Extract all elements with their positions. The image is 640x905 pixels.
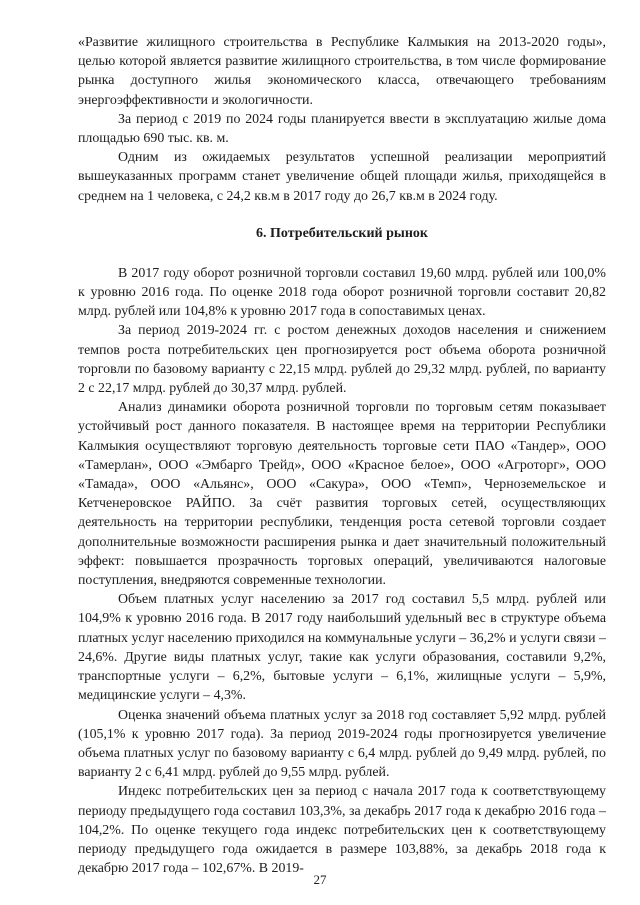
paragraph: В 2017 году оборот розничной торговли составил 19,60 млрд. рублей или 100,0% к уровню 2016 года. По оценке 2018 года оборот розничной торговли составит 20,82 млрд. рублей или 104,8% к уровню 2017 года в сопоставимых ценах. [78,265,606,320]
text-block-housing [78,33,606,206]
page-content [78,33,606,878]
paragraph: За период с 2019 по 2024 годы планируется ввести в эксплуатацию жилые дома площадью 690 тыс. кв. м. [78,111,606,147]
paragraph: Анализ динамики оборота розничной торговли по торговым сетям показывает устойчивый рост данного показателя. В настоящее время на территории Республики Калмыкия осуществляют торговую деятельность торговые сети ПАО «Тандер», ООО «Тамерлан», ООО «Эмбарго Трейд», ООО «Красное белое», ООО «Агроторг», ООО «Тамада», ООО «Альянс», ООО «Сакура», ООО «Темп», Черноземельское и Кетченеровское РАЙПО. За счёт развития торговых сетей, осуществляющих деятельность на территории республики, тенденция роста сетевой торговли создает дополнительные возможности расширения рынка и дает значительный положительный эффект: повышается прозрачность торговых операций, увеличиваются налоговые поступления, внедряются современные технологии. [78,400,606,589]
section-heading: 6. Потребительский рынок [256,225,428,241]
text-block-consumer-market [78,264,606,879]
paragraph: Индекс потребительских цен за период с начала 2017 года к соответствующему периоду предыдущего года составил 103,3%, за декабрь 2017 года к декабрю 2016 года – 104,2%. По оценке текущего года индекс потребительских цен к соответствующему периоду предыдущего года ожидается в размере 103,88%, за декабрь 2018 года к декабрю 2017 года – 102,67%. В 2019- [78,784,606,877]
paragraph: Оценка значений объема платных услуг за 2018 год составляет 5,92 млрд. рублей (105,1% к уровню 2017 года). За период 2019-2024 годы прогнозируется увеличение объема платных услуг по базовому варианту с 6,4 млрд. рублей до 9,49 млрд. рублей, по варианту 2 с 6,41 млрд. рублей до 9,55 млрд. рублей. [78,707,606,781]
paragraph: За период 2019-2024 гг. с ростом денежных доходов населения и снижением темпов роста потребительских цен прогнозируется рост объема оборота розничной торговли по базовому варианту с 22,15 млрд. рублей до 29,32 млрд. рублей, по варианту 2 с 22,17 млрд. рублей до 30,37 млрд. рублей. [78,323,606,397]
paragraph: Объем платных услуг населению за 2017 год составил 5,5 млрд. рублей или 104,9% к уровню 2016 года. В 2017 году наибольший удельный вес в структуре объема платных услуг населению приходился на коммунальные услуги – 36,2% и услуги связи – 24,6%. Другие виды платных услуг, такие как услуги образования, составили 9,2%, транспортные услуги – 6,2%, бытовые услуги – 6,1%, жилищные услуги – 5,9%, медицинские услуги – 4,3%. [78,592,606,704]
paragraph: Одним из ожидаемых результатов успешной реализации мероприятий вышеуказанных программ станет увеличение общей площади жилья, приходящейся в среднем на 1 человека, с 24,2 кв.м в 2017 году до 26,7 кв.м в 2024 году. [78,150,606,204]
paragraph: «Развитие жилищного строительства в Республике Калмыкия на 2013-2020 годы», целью которой является развитие жилищного строительства, в том числе формирование рынка доступного жилья экономического класса, отвечающего требованиям энергоэффективности и экологичности. [78,35,606,108]
page-number: 27 [313,872,327,887]
